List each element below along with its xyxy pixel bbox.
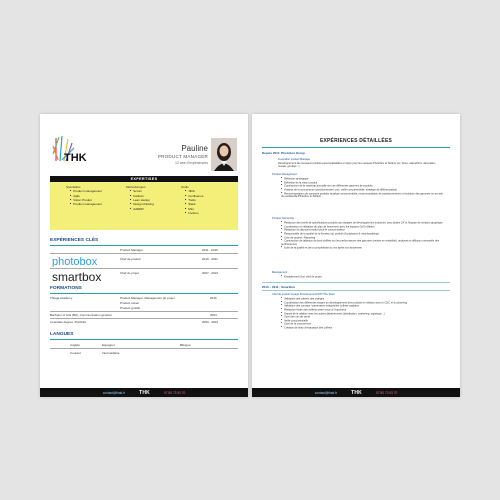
job-bullet: ■ Validation des contrats / partenaires intégrés/les coffrets cadeaux [281, 304, 443, 308]
section-divider [50, 339, 238, 340]
footer-email[interactable]: contact@thak.fr [102, 390, 126, 395]
formation-date: 2016 [210, 296, 217, 300]
job-subhead: Management : [272, 271, 289, 274]
langues-title: LANGUES [50, 332, 74, 337]
skill-item: ■ JIRA [185, 189, 203, 193]
formation-school: Thiaga Academy [50, 296, 73, 300]
cv-page-2 [252, 114, 460, 397]
job-bullet: ■ Garant de la relation avec les autres départements (distribution, marketing, logistique...) [281, 312, 443, 316]
job-header: 2010 – 2011 : Smartbox [262, 285, 296, 289]
job-bullet: ■ Rédaction des briefs de spécifications produits aux équipes de développement industriel, avec la/des UX et l'équipe de création graphique [281, 221, 443, 225]
experience-dates: 2010 - 2011 [202, 257, 218, 261]
formation-date: 2004 [210, 313, 217, 317]
language-level: Espagnol [102, 343, 115, 347]
thk-logo [50, 134, 92, 164]
cv-page-1 [40, 114, 248, 397]
language-name: Anglais [70, 343, 80, 347]
formation-school: Licentiate degree, Publicité [50, 320, 87, 324]
job-desc: Développement de nouveaux produits personnalisables en ligne pour les marques Photobox et Stickyti (ex: livres, calendriers, décoration murale, goodies...) [278, 162, 436, 169]
skills-heading: Méthodologies [126, 185, 146, 189]
job-bullet: ■ Définition de la vision produit [281, 181, 443, 185]
skill-item: ■ AARRR [130, 207, 154, 211]
formations-title: FORMATIONS [50, 286, 82, 291]
job-bullet: ■ Suivi de la qualité et de la compétitivité du mix après son lancement [281, 246, 443, 250]
job-bullet: ■ Validation des cahiers des charges [281, 297, 443, 301]
smartbox-logo-text: smartbox [52, 270, 102, 284]
row-divider [50, 318, 238, 319]
svg-text:THK: THK [64, 152, 87, 164]
skill-item: ■ Scrum [130, 189, 154, 193]
job-bullet: ■ Rédaction finale des coffrets avant envoi à l'imprimeur [281, 308, 443, 312]
skill-item: ■ Agile [70, 194, 102, 198]
job-block [278, 162, 443, 169]
photobox-logo [52, 254, 104, 267]
skill-item: ■ Product management [70, 189, 102, 193]
skill-item: ■ Trello [185, 198, 203, 202]
footer-logo: THK [139, 389, 150, 396]
section-divider [50, 293, 238, 294]
skills-specialites [66, 185, 102, 207]
footer-phone[interactable]: 07 80 73 93 70 [375, 390, 398, 395]
job-bullet: ■ Responsable de la qualité de la livraison du produit (Acceptance & merchandising) [281, 232, 443, 236]
skills-outils [181, 185, 203, 215]
page-footer [252, 388, 460, 397]
row-divider [50, 311, 238, 312]
language-level: Bilingue [180, 343, 191, 347]
experience-role: Product Manager [120, 248, 144, 252]
skill-item: ■ Design thinking [130, 202, 154, 206]
experiences-title: EXPÉRIENCES CLÉS [50, 238, 99, 243]
footer-logo: THK [351, 389, 362, 396]
formation-school: Bachelor of Arts (BA), Communication général [50, 313, 112, 317]
formation-title: Product growth [120, 306, 141, 310]
job-subhead: Innovation product Manager [278, 158, 311, 161]
experience-dates: 2011 - 2015 [202, 248, 218, 252]
photobox-logo-text: photobox [52, 256, 98, 267]
job-bullet: ■ Suivi de la concurrence [281, 322, 443, 326]
job-block [278, 177, 443, 198]
job-bullet: ■ Création de bilan d'évaluation des coffrets [281, 326, 443, 330]
expertises-box [50, 182, 238, 230]
job-bullet: ■ Veille concurrentielle [281, 319, 443, 323]
experience-dates: 2007 - 2010 [202, 271, 219, 275]
person-role: PRODUCT MANAGER [157, 154, 208, 159]
job-block [278, 221, 443, 250]
job-bullet: ■ Réflexion stratégique [281, 177, 443, 181]
skill-item: ■ Miro [185, 207, 203, 211]
expertises-title: EXPERTISES [50, 176, 238, 182]
job-bullet: ■ Recommandation de concepts produits (analyse concurrentielle, recommandation de positionnement) et évolution des gammes ou au sein du portefeuille Photobox et Stickyti [281, 192, 443, 199]
section-divider [50, 245, 238, 246]
experience-role: Chef de projet [120, 271, 139, 275]
job-bullet: ■ Coordination des différentes étapes du développement des produits en relation avec le CDC et du planning [281, 301, 443, 305]
job-bullet: ■ Coordination et validation du plan de lancement avec les équipes GoTo Market [281, 225, 443, 229]
job-header: Depuis 2011: Photobox Group [262, 151, 305, 155]
formation-title: Product owner [120, 301, 140, 305]
formation-date: 2003 - 2004 [202, 320, 219, 324]
job-subhead: Chef de produit Voyage Divertissement/NTT/The Store [272, 293, 335, 296]
job-bullet: ■ Encadrement d'un chef de projet [281, 275, 443, 279]
skill-item: ■ Kanban [130, 194, 154, 198]
person-name: Pauline [181, 144, 208, 153]
detailed-experience-title: EXPÉRIENCES DÉTAILLÉES [319, 138, 393, 144]
job-bullet: ■ Suivi de projets / Reporting [281, 236, 443, 240]
language-level: Intermédiaire [102, 351, 120, 355]
job-bullet: ■ Analyse de la concurrence (positionnement, prix, veille concurrentielle, stratégie de différenciation) [281, 188, 443, 192]
skill-item: ■ Slack [185, 202, 203, 206]
job-bullet: ■ Suivi des mix de vente [281, 315, 443, 319]
profile-photo [211, 138, 237, 171]
language-name: Courant [70, 351, 81, 355]
person-experience-years: 12 ans d'expériences [175, 161, 208, 165]
skill-item: ■ Vision Produit [70, 198, 102, 202]
skills-methodologies [126, 185, 154, 211]
job-subhead: Product Ownership : [272, 217, 296, 220]
job-block [278, 275, 443, 279]
skill-item: ■ Product management [70, 202, 102, 206]
skills-heading: Outils [181, 185, 189, 189]
skill-item: ■ Lean startup [130, 198, 154, 202]
job-bullet: ■ Rédaction du discours produit pour le consommateur [281, 228, 443, 232]
skill-item: ■ Invision [185, 211, 203, 215]
row-divider [50, 348, 238, 349]
page-footer [40, 388, 248, 397]
section-divider [262, 282, 450, 283]
experience-role: Chef de produit [120, 257, 141, 261]
job-bullet: ■ Construction de tableaux de bord chiffrés sur les performances des gammes (ventes et rentabilité), analyses et diffusion mensuelle des performances [281, 239, 443, 246]
section-divider [262, 147, 450, 148]
formation-title: Product Manager, Management de projet [120, 296, 175, 300]
job-bullet: ■ Construction de la roadmap annuelle sur ces différentes gammes de produits [281, 184, 443, 188]
smartbox-logo [52, 269, 110, 284]
skill-item: ■ Confluence [185, 194, 203, 198]
job-subhead: Product Management : [272, 173, 299, 176]
job-block [278, 297, 443, 330]
section-divider [262, 290, 450, 291]
skills-heading: Spécialités [66, 185, 81, 189]
footer-phone[interactable]: 07 80 73 93 70 [163, 390, 186, 395]
footer-email[interactable]: contact@thak.fr [314, 390, 338, 395]
